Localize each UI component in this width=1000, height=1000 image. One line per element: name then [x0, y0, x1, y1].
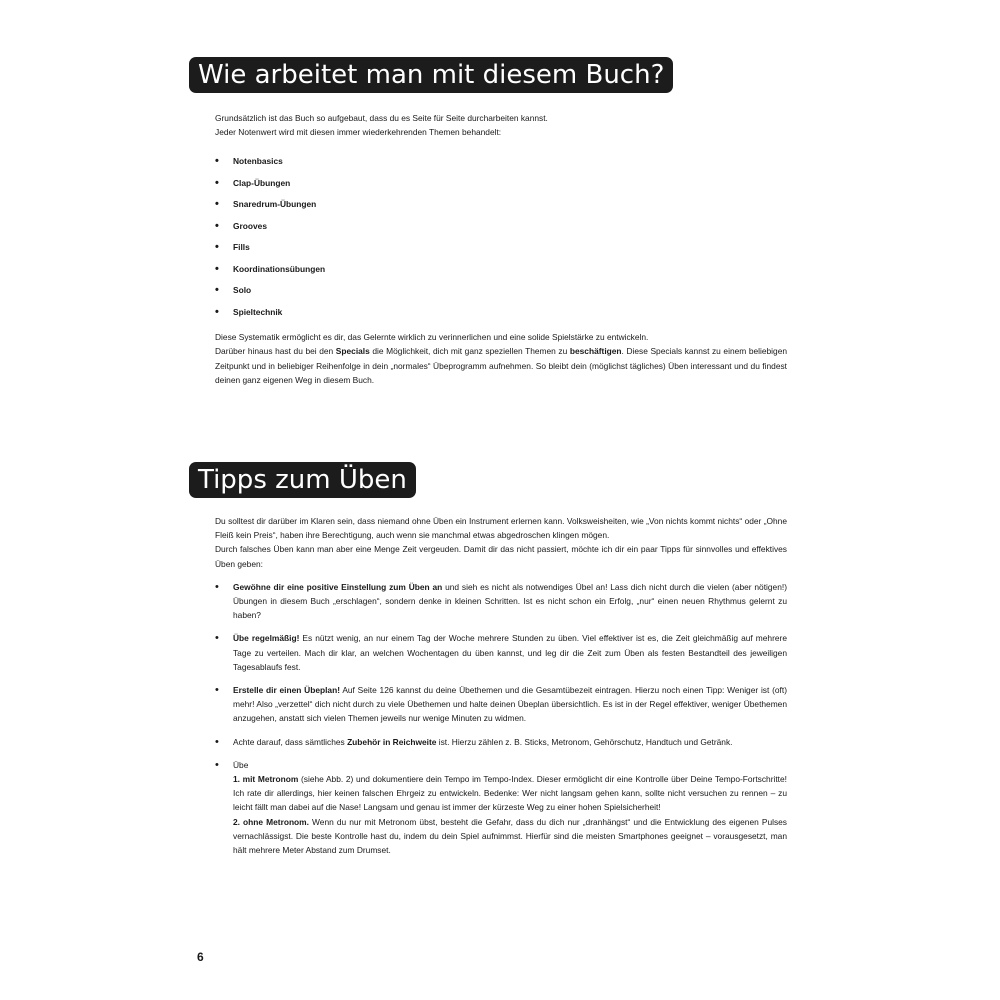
topic-item: • Clap-Übungen: [215, 176, 787, 190]
tip-bold: Zubehör in Reichweite: [347, 736, 437, 747]
tip-text: und sieh es nicht als notwendiges Übel an! Lass dich nicht durch die vielen (aber nötigen!) Übungen in diesem Buch „erschlagen“, sondern denke in kleinen Schritten. Ist es nicht schon ein Erfolg, „nur“ einen neuen Rhythmus gelernt zu haben?: [233, 581, 787, 621]
section-heading-how-to-use: Wie arbeitet man mit diesem Buch?: [189, 57, 673, 93]
tip-text: Wenn du nur mit Metronom übst, besteht die Gefahr, dass du dich nur „dranhängst“ und die Entwicklung des eigenen Pulses vernachlässigst. Die beste Kontrolle hast du, indem du dein Spiel aufnimmst. Hierfür sind die meisten Smartphones geeignet – vorausgesetzt, man hält mehrere Meter Abstand zum Drumset.: [233, 816, 787, 856]
tip-text: Auf Seite 126 kannst du deine Übethemen und die Gesamtübezeit eintragen. Hierzu noch einen Tipp: Weniger ist (oft) mehr! Also „verzettel“ dich nicht durch zu viele Übethemen und halte deinen Übeplan übersichtlich. Es ist in der Regel effektiver, weniger Übethemen anzugehen, anstatt sich vielen Themen jeweils nur wenige Minuten zu widmen.: [233, 685, 787, 724]
body-paragraph-specials: [215, 344, 787, 387]
tip-item: [215, 631, 787, 674]
intro-paragraph: Durch falsches Üben kann man aber eine Menge Zeit vergeuden. Damit dir das nicht passiert, möchte ich dir ein paar Tipps für sinnvolles und effektives Üben geben:: [215, 544, 787, 569]
tip-bold: Übe regelmäßig!: [233, 633, 300, 644]
topic-item: • Grooves: [215, 219, 787, 233]
tip-subitem: [233, 772, 787, 815]
intro-line: Grundsätzlich ist das Buch so aufgebaut, dass du es Seite für Seite durcharbeiten kannst.: [215, 113, 548, 123]
tip-item: [215, 683, 787, 726]
topic-item: • Notenbasics: [215, 154, 787, 168]
tip-text: Es nützt wenig, an nur einem Tag der Woche mehrere Stunden zu üben. Viel effektiver ist es, die Zeit gleichmäßig auf mehrere Tage zu verteilen. Mach dir klar, an welchen Wochentagen du üben kannst, und leg dir die Zeit zum Üben als festen Bestandteil des jeweiligen Tagesablaufs fest.: [233, 633, 787, 672]
text-run: . Diese Specials kannst zu einem beliebigen Zeitpunkt und in beliebiger Reihenfolge in dein „normales“ Übeprogramm aufnehmen. So bleibt dein (möglichst tägliches) Üben interessant und du findest deinen ganz eigenen Weg in diesem Buch.: [215, 346, 788, 385]
tip-subitem: [233, 815, 787, 858]
bold-text: beschäftigen: [569, 346, 622, 357]
tip-heading: • Übe: [233, 759, 249, 770]
tip-item: [215, 758, 787, 857]
intro-paragraph: Du solltest dir darüber im Klaren sein, dass niemand ohne Üben ein Instrument erlernen kann. Volksweisheiten, wie „Von nichts kommt nichts“ oder „Ohne Fleiß kein Preis“, haben ihre Berechtigung, auch wenn sie manchmal etwas abgedroschen klingen mögen.: [215, 516, 787, 541]
intro-line: Jeder Notenwert wird mit diesen immer wiederkehrenden Themen behandelt:: [215, 127, 502, 138]
tip-text: (siehe Abb. 2) und dokumentiere dein Tempo im Tempo-Index. Dieser ermöglicht dir eine Kontrolle über Deine Tempo-Fortschritte! Ich rate dir allerdings, hier keinen falschen Ehrgeiz zu entwickeln. Bedenke: Wer nicht langsam gehen kann, sollte nicht versuchen zu rennen – zu leicht fällt man dabei auf die Nase! Langsam und genau ist immer der kürzeste Weg zu einer hohen Spielsicherheit!: [233, 774, 787, 813]
tip-item: [215, 735, 787, 749]
topic-item: • Spieltechnik: [215, 305, 787, 319]
tip-bold: 1. mit Metronom: [233, 774, 299, 785]
tip-bold: 2. ohne Metronom.: [233, 816, 309, 827]
text-run: Darüber hinaus hast du bei den: [215, 346, 336, 357]
topic-item: • Fills: [215, 240, 787, 254]
bold-text: Specials: [335, 346, 370, 357]
tip-bold: Erstelle dir einen Übeplan!: [233, 685, 340, 696]
tips-list: [215, 580, 787, 857]
tip-text: Achte darauf, dass sämtliches: [233, 736, 348, 747]
text-run: die Möglichkeit, dich mit ganz speziellen Themen zu: [369, 346, 570, 357]
topic-list: [215, 154, 787, 319]
topic-item: • Solo: [215, 283, 787, 297]
section-practice-tips: [215, 514, 787, 866]
tip-text: ist. Hierzu zählen z. B. Sticks, Metronom, Gehörschutz, Handtuch und Getränk.: [436, 736, 733, 747]
page-number: 6: [197, 950, 204, 964]
topic-item: • Snaredrum-Übungen: [215, 197, 787, 211]
tip-bold: Gewöhne dir eine positive Einstellung zum Üben an: [233, 581, 443, 592]
body-paragraph: Diese Systematik ermöglicht es dir, das Gelernte wirklich zu verinnerlichen und eine solide Spielstärke zu entwickeln.: [215, 332, 649, 343]
section-heading-practice-tips: Tipps zum Üben: [189, 462, 416, 498]
section-how-to-use: [215, 111, 787, 387]
tip-item: [215, 580, 787, 623]
topic-item: • Koordinationsübungen: [215, 262, 787, 276]
